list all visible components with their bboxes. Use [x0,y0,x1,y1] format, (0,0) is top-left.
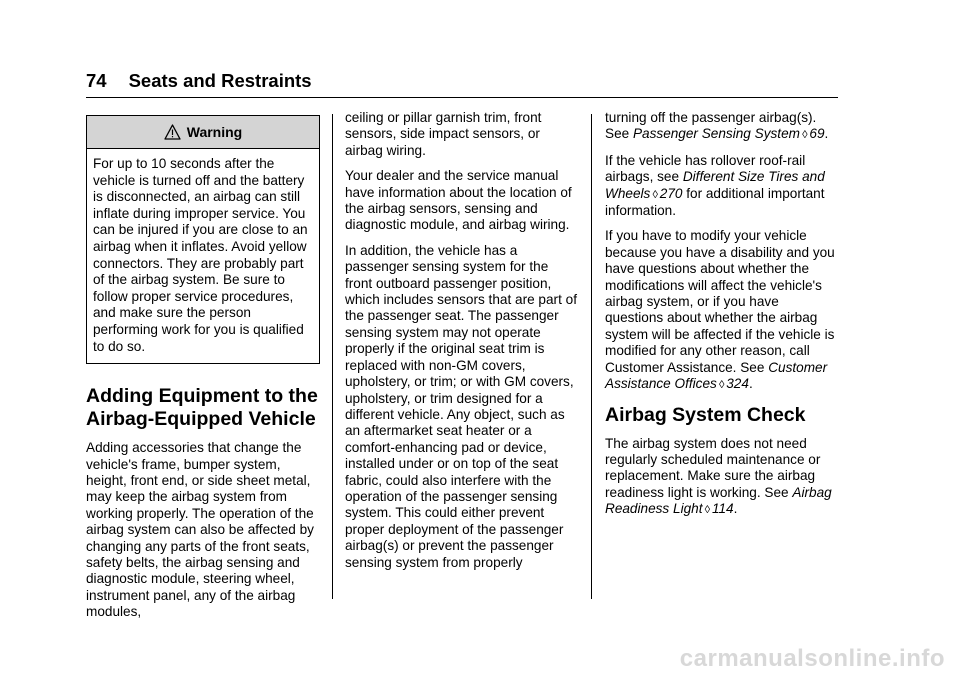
column-divider [332,114,333,599]
paragraph: If the vehicle has rollover roof-rail airbags, see Different Size Tires and Wheels ◊ 270 for additional important information. [605,152,825,219]
cross-reference-link[interactable]: Airbag Readiness Light ◊ 114 [605,484,832,517]
paragraph: turning off the passenger airbag(s). See Passenger Sensing System ◊ 69. [605,110,829,142]
section-heading: Adding Equipment to the Airbag-Equipped Vehicle [86,385,318,431]
paragraph: In addition, the vehicle has a passenger sensing system for the front outboard passenger position, which includes sensors that are part of the passenger seat. The passenger sensing system may not operate properly if the original seat trim is replaced with non-GM covers, upholstery, or trim; or with GM covers, upholstery, or trim designed for a different vehicle. Any object, such as an aftermarket seat heater or a comfort-enhancing pad or device, installed under or on top of the seat fabric, could also interfere with the operation of the passenger sensing system. This could either prevent proper deployment of the passenger airbag(s) or prevent the passenger sensing system from properly [345,242,577,570]
column-1 [86,110,320,630]
section-title: Seats and Restraints [128,70,312,91]
column-2 [345,110,579,580]
page-ref-icon: ◊ [704,504,710,517]
warning-title: Warning [186,123,243,140]
cross-reference-link[interactable]: Different Size Tires and Wheels ◊ 270 [605,169,825,201]
cross-reference-link[interactable]: Passenger Sensing System ◊ 69 [632,126,825,142]
paragraph: If you have to modify your vehicle because you have a disability and you have questions about whether the modifications will affect the vehicle's airbag system, or if you have questions about whether the airbag system will be affected if the vehicle is modified for any other reason, call Customer Assistance. See Customer Assistance Offices ◊ 324. [605,228,835,392]
section-heading: Airbag System Check [605,403,806,426]
paragraph: The airbag system does not need regularly scheduled maintenance or replacement. Make sure the airbag readiness light is working. See Airbag Readiness Light ◊ 114. [605,435,832,517]
warning-header [87,116,319,149]
cross-reference-link[interactable]: Customer Assistance Offices ◊ 324 [605,359,828,392]
paragraph: Adding accessories that change the vehicle's frame, bumper system, height, front end, or side sheet metal, may keep the airbag system from working properly. The operation of the airbag system can also be affected by changing any parts of the front seats, safety belts, the airbag sensing and diagnostic module, steering wheel, instrument panel, any of the airbag modules, [86,440,314,620]
paragraph: ceiling or pillar garnish trim, front sensors, side impact sensors, or airbag wiring. [345,110,542,158]
header-rule [86,97,838,98]
warning-body: For up to 10 seconds after the vehicle is turned off and the battery is disconnected, an airbag can still inflate during improper service. You can be injured if you are close to an airbag when it inflates. Avoid yellow connectors. They are probably part of the airbag system. Be sure to follow proper service procedures, and make sure the person performing work for you is qualified to do so. [93,156,308,354]
page-ref-icon: ◊ [652,188,658,201]
page-header [86,70,312,92]
page-ref-icon: ◊ [801,129,808,142]
paragraph: Your dealer and the service manual have information about the location of the airbag sensors, sensing and diagnostic module, and airbag wiring. [345,168,572,233]
watermark: carmanualsonline.info [679,645,945,672]
page-ref-icon: ◊ [718,379,725,392]
column-divider [591,114,592,599]
warning-triangle-icon [164,124,181,140]
column-3 [605,110,839,528]
warning-box [86,115,320,364]
page-number: 74 [86,70,107,91]
